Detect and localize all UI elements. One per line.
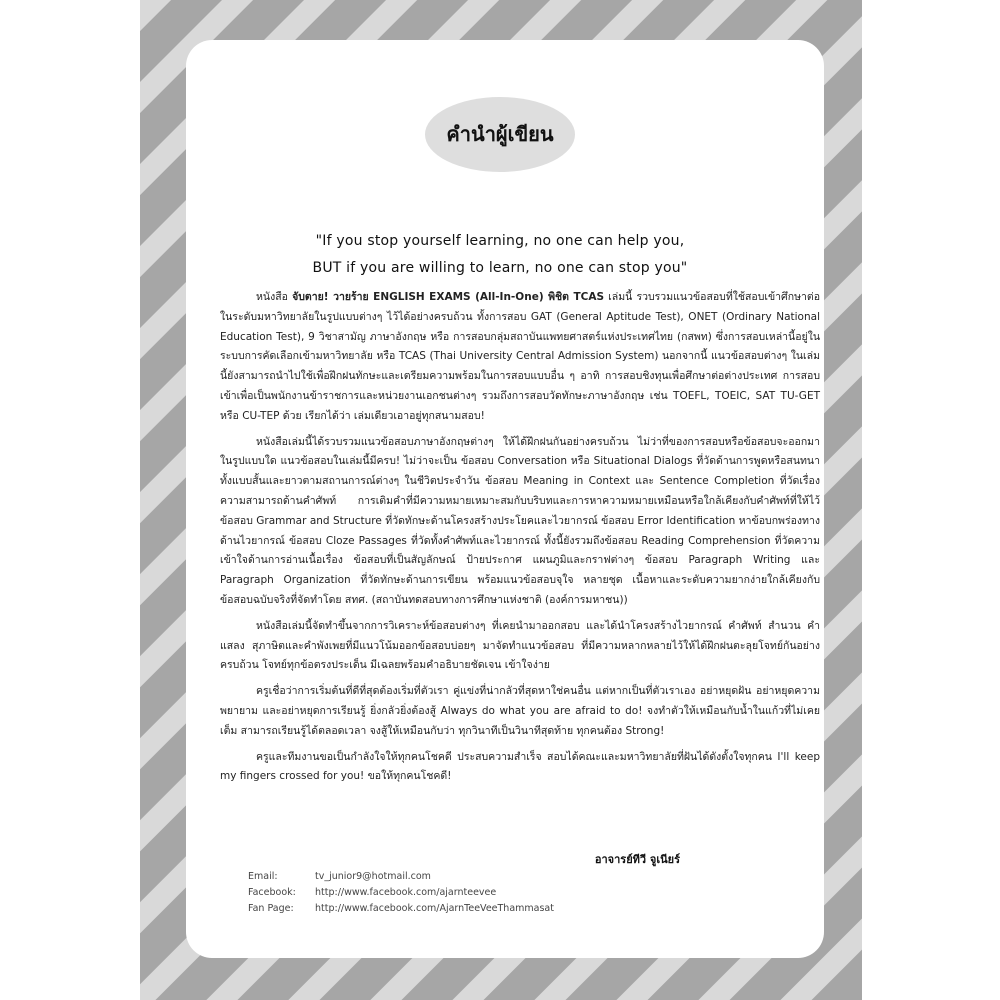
contact-email xyxy=(248,869,554,885)
paragraph-4: ครูเชื่อว่าการเริ่มต้นที่ดีที่สุดต้องเริ่มที่ตัวเรา คู่แข่งที่น่ากลัวที่สุดหาใช่คนอื่น แต่หากเป็นที่ตัวเราเอง อย่าหยุดฝัน อย่าหยุดความพยายาม และอย่าหยุดการเรียนรู้ ยิ่งกลัวยิ่งต้องสู้ Always do what you are afraid to do! จงทำตัวให้เหมือนกับน้ำในแก้วที่ไม่เคยเต็ม สามารถเรียนรู้ได้ตลอดเวลา จงสู้ให้เหมือนกับว่า ทุกวินาทีเป็นวินาทีสุดท้าย ทุกคนต้อง Strong! xyxy=(220,685,820,737)
paragraph-1-intro: หนังสือ xyxy=(256,291,293,303)
paragraph-3: หนังสือเล่มนี้จัดทำขึ้นจากการวิเคราะห์ข้อสอบต่างๆ ที่เคยนำมาออกสอบ และได้นำโครงสร้างไวยากรณ์ คำศัพท์ สำนวน คำแสลง สุภาษิตและคำพังเพยที่มีแนวโน้มออกข้อสอบบ่อยๆ มาจัดทำแนวข้อสอบ ที่มีความหลากหลายไว้ให้ได้ฝึกฝนตะลุยโจทย์กันอย่างครบถ้วน โจทย์ทุกข้อตรงประเด็น มีเฉลยพร้อมคำอธิบายชัดเจน เข้าใจง่าย xyxy=(220,619,820,672)
paragraph-1-rest: เล่มนี้ รวบรวมแนวข้อสอบที่ใช้สอบเข้าศึกษาต่อในระดับมหาวิทยาลัยในรูปแบบต่างๆ ไว้ได้อย่างครบถ้วน ทั้งการสอบ GAT (General Aptitude Test), ONET (Ordinary National Education Test), 9 วิชาสามัญ ภาษาอังกฤษ หรือ การสอบกลุ่มสถาบันแพทยศาสตร์แห่งประเทศไทย (กสพท) ซึ่งการสอบเหล่านี้อยู่ในระบบการคัดเลือกเข้ามหาวิทยาลัย หรือ TCAS (Thai University Central Admission System) นอกจากนี้ แนวข้อสอบต่างๆ ในเล่มนี้ยังสามารถนำไปใช้เพื่อฝึกฝนทักษะและเตรียมความพร้อมในการสอบแบบอื่น ๆ อาทิ การสอบชิงทุนเพื่อศึกษาต่อต่างประเทศ การสอบเข้าเพื่อเป็นพนักงานข้าราชการและหน่วยงานเอกชนต่างๆ รวมถึงการสอบวัดทักษะภาษาอังกฤษ เช่น TOEFL, TOEIC, SAT TU-GET หรือ CU-TEP ด้วย เรียกได้ว่า เล่มเดียวเอาอยู่ทุกสนามสอบ! xyxy=(220,291,821,422)
contact-label: Fan Page: xyxy=(248,903,294,914)
page-title: คำนำผู้เขียน xyxy=(446,122,554,146)
preface-body xyxy=(220,288,820,793)
paragraph-5: ครูและทีมงานขอเป็นกำลังใจให้ทุกคนโชคดี ประสบความสำเร็จ สอบได้คณะและมหาวิทยาลัยที่ฝันได้ดังตั้งใจทุกคน I'll keep my fingers crossed for you! ขอให้ทุกคนโชคดี! xyxy=(220,750,820,783)
facebook-link[interactable]: http://www.facebook.com/ajarnteevee xyxy=(315,887,497,898)
contact-facebook xyxy=(248,885,554,901)
contact-list xyxy=(248,869,554,917)
quote-line-1: "If you stop yourself learning, no one can help you, xyxy=(315,233,685,249)
contact-fanpage xyxy=(248,901,554,917)
author-signature: อาจารย์ทีวี จูเนียร์ xyxy=(594,853,680,866)
email-value[interactable]: tv_junior9@hotmail.com xyxy=(315,871,431,882)
paragraph-1 xyxy=(220,288,820,427)
fanpage-link[interactable]: http://www.facebook.com/AjarnTeeVeeThammasat xyxy=(315,903,554,914)
contact-label: Facebook: xyxy=(248,887,296,898)
book-title: จับตาย! วายร้าย ENGLISH EXAMS (All-In-One) พิชิต TCAS xyxy=(292,291,605,303)
quote-line-2: BUT if you are willing to learn, no one can stop you" xyxy=(312,260,688,276)
paragraph-2: หนังสือเล่มนี้ได้รวบรวมแนวข้อสอบภาษาอังกฤษต่างๆ ให้ได้ฝึกฝนกันอย่างครบถ้วน ไม่ว่าที่ของการสอบหรือข้อสอบจะออกมาในรูปแบบใด แนวข้อสอบในเล่มนี้มีครบ! ไม่ว่าจะเป็น ข้อสอบ Conversation หรือ Situational Dialogs ที่วัดด้านการพูดหรือสนทนาทั้งแบบสั้นและยาวตามสถานการณ์ต่างๆ ในชีวิตประจำวัน ข้อสอบ Meaning in Context และ Sentence Completion ที่วัดเรื่องความสามารถด้านคำศัพท์ การเติมคำที่มีความหมายเหมาะสมกับบริบทและการหาความหมายเหมือนหรือใกล้เคียงกับคำศัพท์ที่ให้ไว้ ข้อสอบ Grammar and Structure ที่วัดทักษะด้านโครงสร้างประโยคและไวยากรณ์ ข้อสอบ Error Identification หาข้อบกพร่องทางด้านไวยากรณ์ ข้อสอบ Cloze Passages ที่วัดทั้งคำศัพท์และไวยากรณ์ ทั้งนี้ยังรวมถึงข้อสอบ Reading Comprehension ที่วัดความเข้าใจด้านการอ่านเนื้อเรื่อง ข้อสอบที่เป็นสัญลักษณ์ ป้ายประกาศ แผนภูมิและกราฟต่างๆ ข้อสอบ Paragraph Writing และ Paragraph Organization ที่วัดทักษะด้านการเขียน พร้อมแนวข้อสอบจุใจ หลายชุด เนื้อหาและระดับความยากง่ายใกล้เคียงกับข้อสอบฉบับจริงที่จัดทำโดย สทศ. (สถาบันทดสอบทางการศึกษาแห่งชาติ (องค์การมหาชน)) xyxy=(220,435,820,606)
contact-label: Email: xyxy=(248,871,278,882)
